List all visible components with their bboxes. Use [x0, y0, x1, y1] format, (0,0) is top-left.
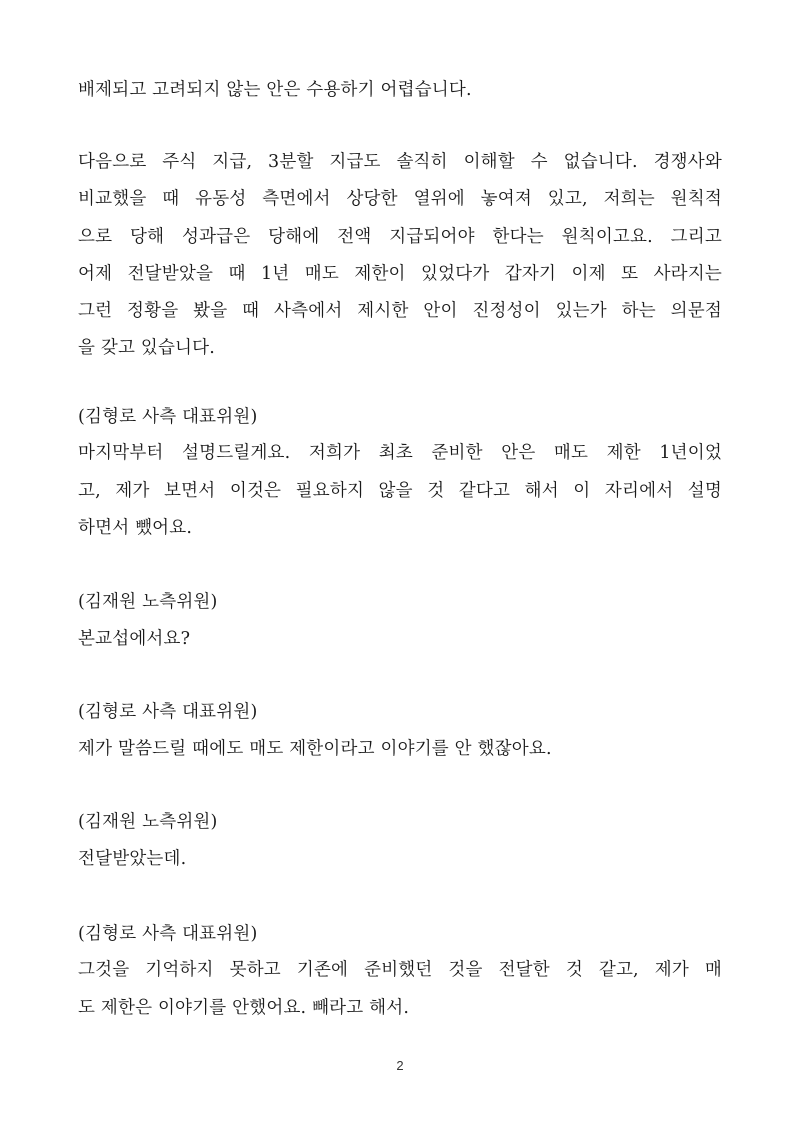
text-line: 그것을 기억하지 못하고 기존에 준비했던 것을 전달한 것 같고, 제가 매	[78, 960, 722, 980]
speaker-label: (김형로 사측 대표위원)	[78, 924, 258, 944]
page-number: 2	[396, 1058, 404, 1073]
speaker-label: (김형로 사측 대표위원)	[78, 407, 258, 427]
text-line: 다음으로 주식 지급, 3분할 지급도 솔직히 이해할 수 없습니다. 경쟁사와	[78, 152, 722, 172]
text-line: 비교했을 때 유동성 측면에서 상당한 열위에 놓여져 있고, 저희는 원칙적	[78, 189, 722, 209]
speaker-label: (김형로 사측 대표위원)	[78, 702, 258, 722]
text-line: 을 갖고 있습니다.	[78, 338, 216, 358]
text-line: 마지막부터 설명드릴게요. 저희가 최초 준비한 안은 매도 제한 1년이었	[78, 443, 722, 463]
text-line: 하면서 뺐어요.	[78, 518, 193, 538]
text-line: 본교섭에서요?	[78, 629, 191, 649]
text-line: 어제 전달받았을 때 1년 매도 제한이 있었다가 갑자기 이제 또 사라지는	[78, 264, 722, 284]
text-line: 고, 제가 보면서 이것은 필요하지 않을 것 같다고 해서 이 자리에서 설명	[78, 481, 722, 501]
text-line: 제가 말씀드릴 때에도 매도 제한이라고 이야기를 안 했잖아요.	[78, 739, 552, 759]
speaker-label: (김재원 노측위원)	[78, 592, 218, 612]
text-line: 으로 당해 성과급은 당해에 전액 지급되어야 한다는 원칙이고요. 그리고	[78, 227, 722, 247]
text-line: 전달받았는데.	[78, 849, 187, 869]
text-line: 그런 정황을 봤을 때 사측에서 제시한 안이 진정성이 있는가 하는 의문점	[78, 301, 722, 321]
text-line: 배제되고 고려되지 않는 안은 수용하기 어렵습니다.	[78, 80, 472, 100]
speaker-label: (김재원 노측위원)	[78, 812, 218, 832]
text-line: 도 제한은 이야기를 안했어요. 빼라고 해서.	[78, 998, 410, 1018]
